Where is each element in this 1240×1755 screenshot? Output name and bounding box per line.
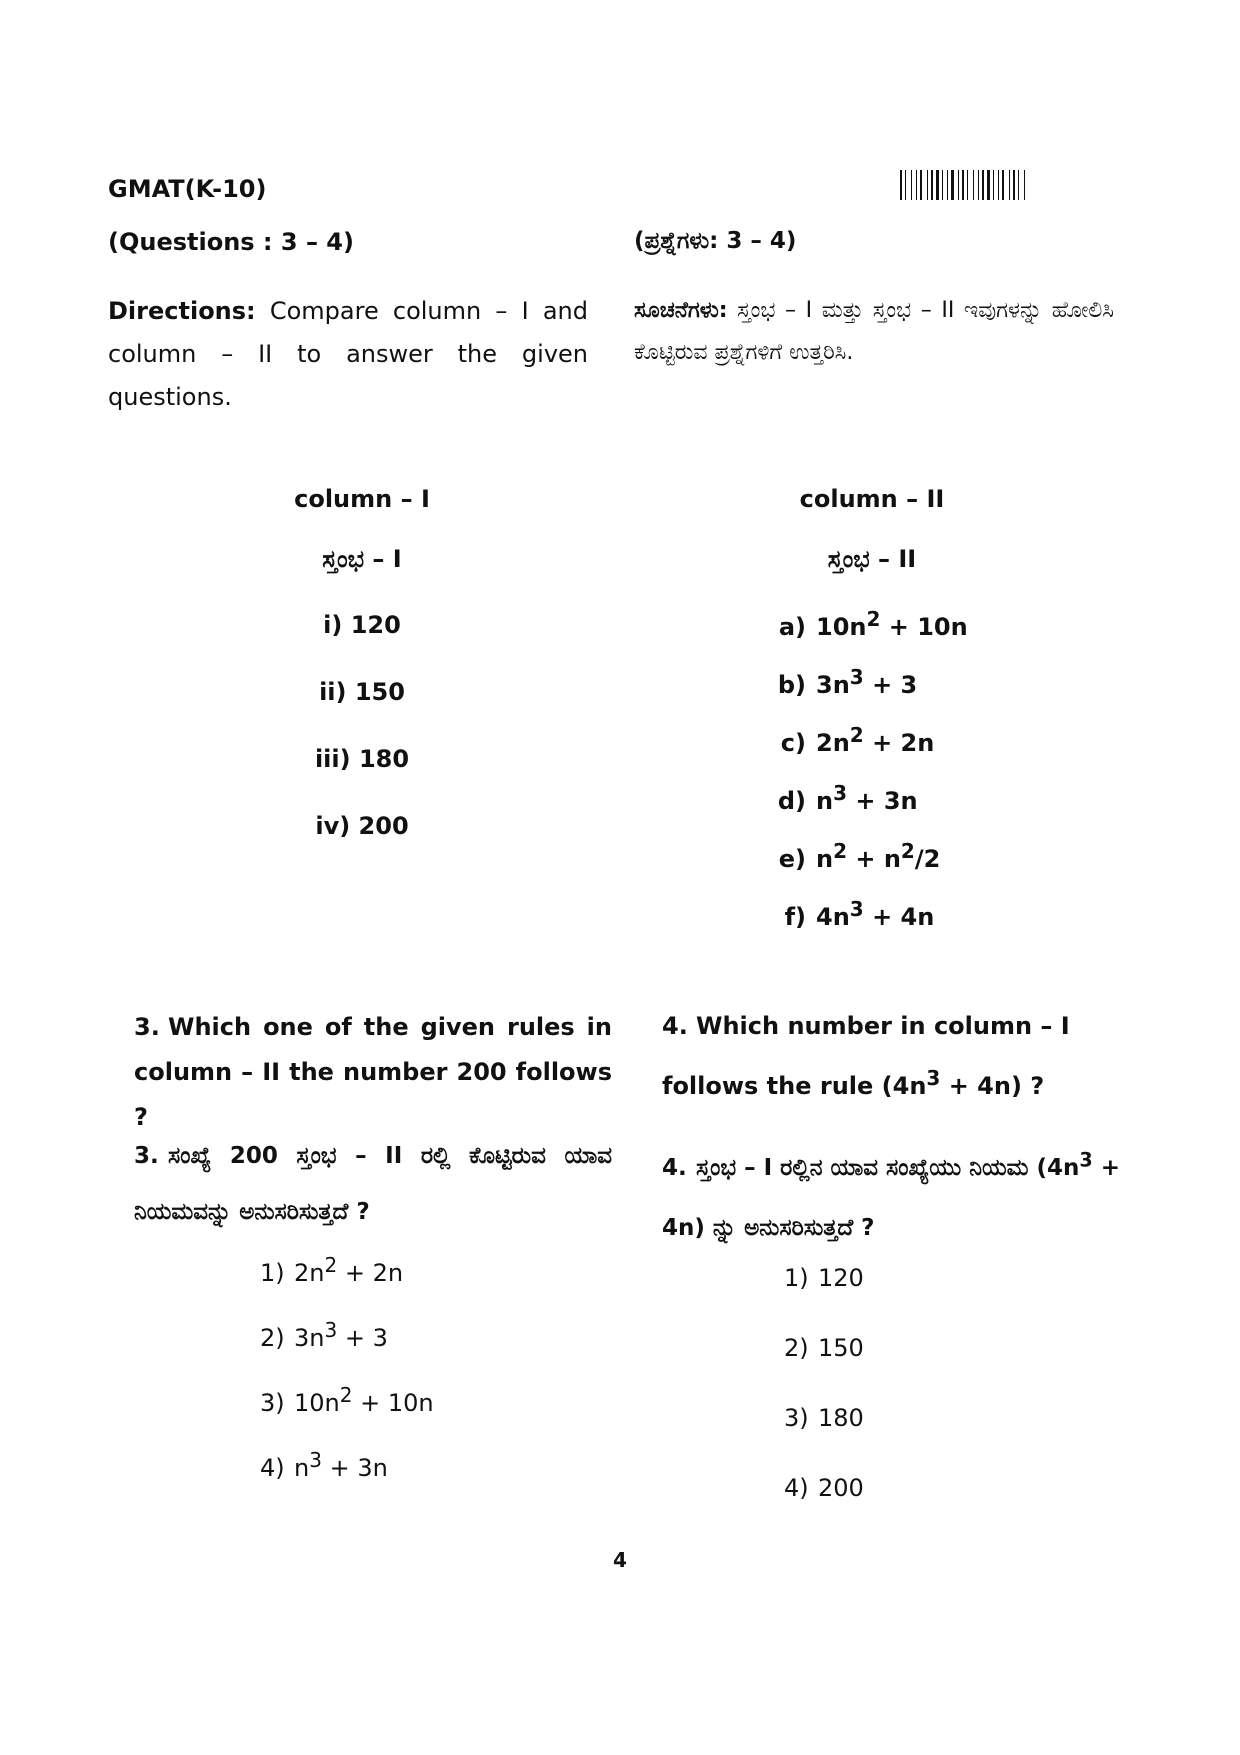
column-2-item	[770, 604, 968, 662]
column-2-item	[770, 778, 968, 836]
answer-option[interactable]	[260, 1380, 434, 1445]
questions-range-en: (Questions : 3 – 4)	[108, 228, 354, 256]
option-value: 200	[818, 1474, 864, 1502]
column-2-item-expr: $3n^3 + 3$	[816, 665, 918, 699]
answer-option[interactable]	[260, 1315, 434, 1380]
question-3-kn	[134, 1128, 612, 1240]
question-3-text-kn: ಸಂಖ್ಯೆ 200 ಸ್ತಂಭ – II ರಲ್ಲಿ ಕೊಟ್ಟಿರುವ ಯಾವ ನಿಯಮವನ್ನು ಅನುಸರಿಸುತ್ತದೆ ?	[134, 1143, 612, 1225]
option-value: 180	[818, 1404, 864, 1432]
directions-label-en: Directions:	[108, 297, 256, 325]
column-2-title: column – II	[799, 485, 945, 513]
directions-label-kn: ಸೂಚನೆಗಳು:	[634, 298, 728, 323]
column-2-item	[770, 662, 968, 720]
option-value: 120	[818, 1264, 864, 1292]
option-value: 150	[818, 1334, 864, 1362]
column-2-item-label: f)	[784, 903, 806, 931]
column-1-title: column – I	[294, 485, 430, 513]
column-1-item: iv) 200	[315, 812, 409, 840]
question-4-text-kn: ಸ್ತಂಭ – I ರಲ್ಲಿನ ಯಾವ ಸಂಖ್ಯೆಯು ನಿಯಮ $(4n^3 + 4n)$ ನ್ನು ಅನುಸರಿಸುತ್ತದೆ ?	[662, 1148, 1121, 1241]
directions-text-kn: ಸ್ತಂಭ – I ಮತ್ತು ಸ್ತಂಭ – II ಇವುಗಳನ್ನು ಹೋಲಿಸಿ ಕೊಟ್ಟಿರುವ ಪ್ರಶ್ನೆಗಳಿಗೆ ಉತ್ತರಿಸಿ.	[634, 298, 1114, 365]
questions-range-kn: (ಪ್ರಶ್ನೆಗಳು: 3 – 4)	[634, 228, 797, 254]
column-2-item	[770, 894, 968, 952]
column-2-item-label: b)	[777, 671, 806, 699]
page-number: 4	[613, 1548, 627, 1572]
directions-kn	[634, 290, 1114, 374]
option-label: 2)	[784, 1334, 809, 1362]
column-2-list	[770, 604, 968, 952]
question-4-text-en: Which number in column – I follows the rule $(4n^3 + 4n)$ ?	[662, 1012, 1070, 1100]
question-4-number-kn: 4.	[662, 1154, 687, 1181]
option-label: 4)	[784, 1474, 809, 1502]
option-expr: $n^3 + 3n$	[294, 1448, 388, 1482]
column-2-item	[770, 836, 968, 894]
column-2-item	[770, 720, 968, 778]
directions-en	[108, 290, 588, 419]
answer-option[interactable]	[260, 1445, 434, 1510]
directions-text-en: Compare column – I and column – II to answer the given questions.	[108, 297, 588, 411]
option-expr: $10n^2 + 10n$	[294, 1383, 434, 1417]
question-4-en	[662, 1000, 1142, 1112]
answer-option[interactable]	[784, 1473, 864, 1543]
question-4-number: 4.	[662, 1012, 688, 1040]
question-3-text-en: Which one of the given rules in column – II the number 200 follows ?	[134, 1013, 612, 1131]
column-1-item: i) 120	[323, 611, 401, 639]
option-label: 3)	[784, 1404, 809, 1432]
column-2-item-expr: $n^3 + 3n$	[816, 781, 918, 815]
column-2-item-expr: $n^2 + n^2/2$	[816, 839, 941, 873]
option-expr: $3n^3 + 3$	[294, 1318, 388, 1352]
column-2-item-label: c)	[780, 729, 806, 757]
option-label: 2)	[260, 1324, 285, 1352]
column-1-title-kn: ಸ್ತಂಭ – I	[322, 545, 402, 573]
column-2-title-kn: ಸ್ತಂಭ – II	[827, 545, 917, 573]
option-expr: $2n^2 + 2n$	[294, 1253, 404, 1287]
column-2-item-expr: $4n^3 + 4n$	[816, 897, 935, 931]
question-4-options	[784, 1263, 864, 1543]
column-2-item-expr: $2n^2 + 2n$	[816, 723, 935, 757]
answer-option[interactable]	[784, 1263, 864, 1333]
answer-option[interactable]	[784, 1333, 864, 1403]
question-3-number: 3.	[134, 1013, 160, 1041]
exam-code: GMAT(K-10)	[108, 175, 267, 203]
option-label: 4)	[260, 1454, 285, 1482]
column-1-list	[212, 610, 512, 878]
question-4-kn	[662, 1130, 1142, 1258]
question-3-en	[134, 1005, 612, 1140]
option-label: 3)	[260, 1389, 285, 1417]
column-2-item-expr: $10n^2 + 10n$	[816, 607, 968, 641]
answer-option[interactable]	[260, 1250, 434, 1315]
barcode-icon	[900, 170, 1112, 200]
column-2-item-label: e)	[778, 845, 806, 873]
question-3-options	[260, 1250, 434, 1510]
question-3-number-kn: 3.	[134, 1143, 159, 1169]
column-2-item-label: d)	[777, 787, 806, 815]
option-label: 1)	[260, 1259, 285, 1287]
option-label: 1)	[784, 1264, 809, 1292]
column-1-item: ii) 150	[319, 678, 405, 706]
column-2-item-label: a)	[778, 613, 806, 641]
answer-option[interactable]	[784, 1403, 864, 1473]
column-1-item: iii) 180	[314, 745, 410, 773]
